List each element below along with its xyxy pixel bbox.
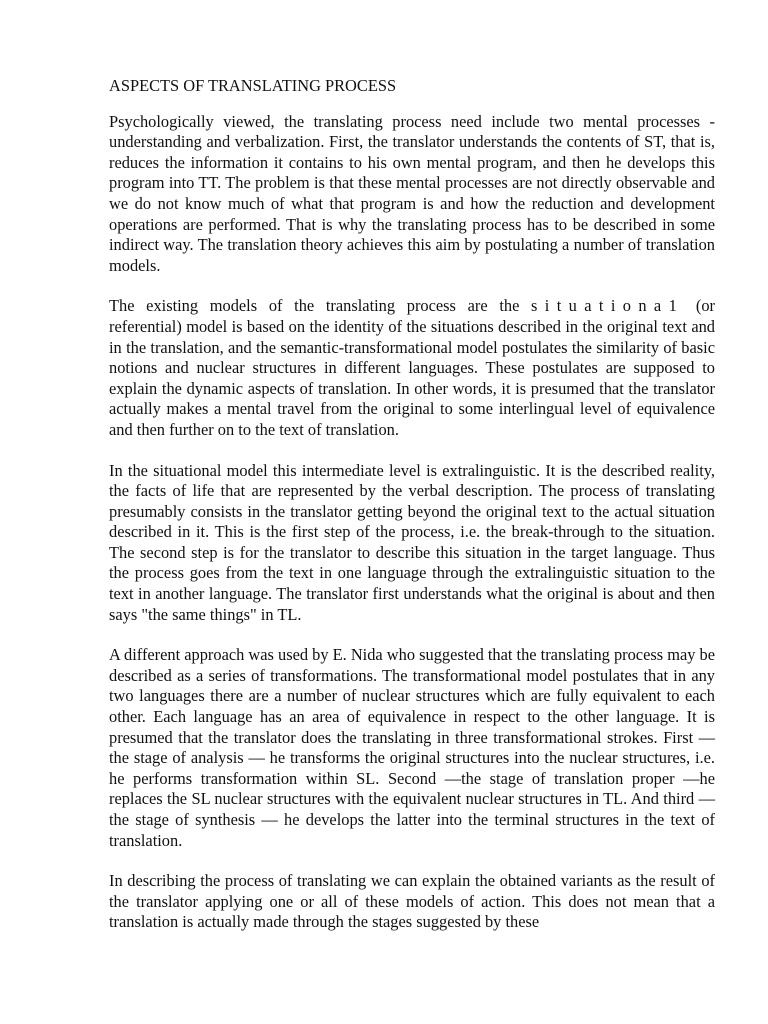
paragraph-2-spaced-term: situationa1 [531, 296, 685, 316]
document-page [109, 76, 715, 953]
paragraph-2-end: (or referential) model is based on the identity of the situations described in the original text and in the translation, and the semantic-transformational model postulates the similarity of basic notions and nuclear structures in different languages. These postulates are supposed to explain the dynamic aspects of translation. In other words, it is presumed that the translator actually makes a mental travel from the original to some interlingual level of equivalence and then further on to the text of translation. [109, 296, 715, 439]
document-title: ASPECTS OF TRANSLATING PROCESS [109, 76, 397, 95]
paragraph-4: A different approach was used by E. Nida who suggested that the translating process may be described as a series of transformations. The transformational model postulates that in any two languages there are a number of nuclear structures which are fully equivalent to each other. Each language has an area of equivalence in respect to the other language. It is presumed that the translator does the translating in three transformational strokes. First — the stage of analysis — he transforms the original structures into the nuclear structures, i.e. he performs transformation within SL. Second —the stage of translation proper —he replaces the SL nuclear structures with the equivalent nuclear structures in TL. And third — the stage of synthesis — he develops the latter into the terminal structures in the text of translation. [109, 645, 715, 850]
paragraph-2 [109, 296, 715, 440]
paragraph-5: In describing the process of translating we can explain the obtained variants as the result of the translator applying one or all of these models of action. This does not mean that a translation is actually made through the stages suggested by these [109, 871, 715, 932]
paragraph-3: In the situational model this intermediate level is extralinguistic. It is the described reality, the facts of life that are represented by the verbal description. The process of translating presumably consists in the translator getting beyond the original text to the actual situation described in it. This is the first step of the process, i.e. the break-through to the situation. The second step is for the translator to describe this situation in the target language. Thus the process goes from the text in one language through the extralinguistic situation to the text in another language. The translator first understands what the original is about and then says "the same things" in TL. [109, 460, 715, 624]
paragraph-1: Psychologically viewed, the translating process need include two mental processes - understanding and verbalization. First, the translator understands the contents of ST, that is, reduces the information it contains to his own mental program, and then he develops this program into TT. The problem is that these mental processes are not directly observable and we do not know much of what that program is and how the reduction and development operations are performed. That is why the translating process has to be described in some indirect way. The translation theory achieves this aim by postulating a number of translation models. [109, 111, 715, 275]
paragraph-2-start: The existing models of the translating process are the [109, 296, 520, 316]
